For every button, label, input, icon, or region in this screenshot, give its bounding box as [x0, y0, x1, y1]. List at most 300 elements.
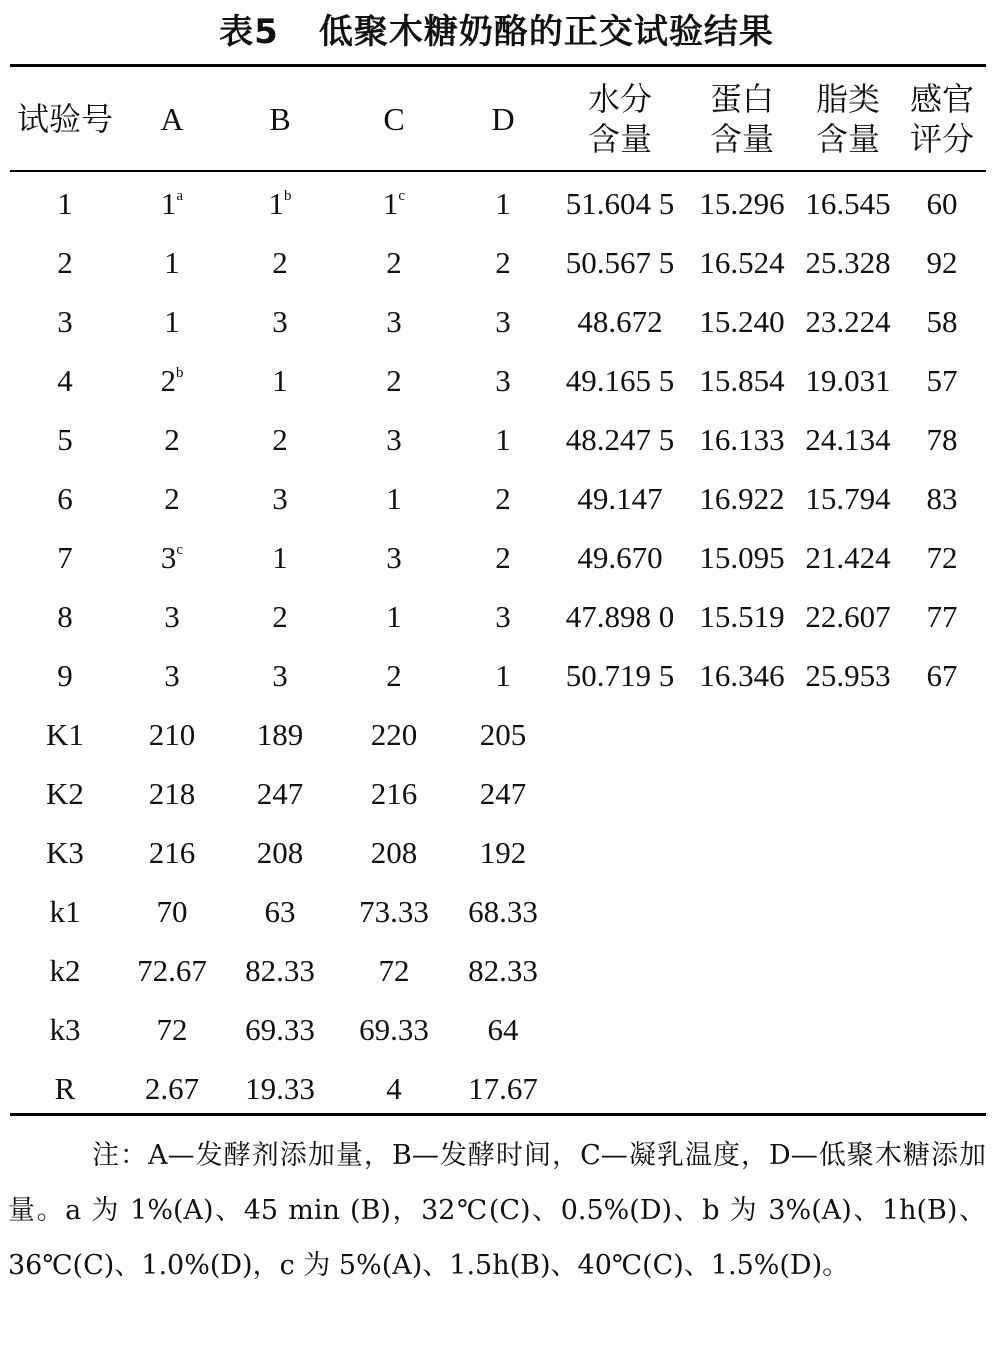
table-cell: [336, 528, 452, 587]
column-header: [554, 68, 686, 170]
cell-value: 69.33: [359, 1011, 429, 1047]
table-cell: [554, 823, 686, 882]
cell-value: 50.567 5: [565, 244, 675, 280]
table-cell: [554, 587, 686, 646]
table-cell: [554, 351, 686, 410]
cell-value: 1: [160, 185, 177, 221]
cell-value: 15.854: [699, 362, 785, 398]
table-cell: [224, 292, 336, 351]
column-header: [120, 68, 224, 170]
cell-value: K1: [46, 716, 84, 752]
table-cell: [452, 764, 554, 823]
cell-value: 48.672: [577, 303, 663, 339]
table-row: [10, 764, 986, 823]
cell-value: 72: [378, 952, 410, 988]
table-row: [10, 823, 986, 882]
table-cell: [224, 882, 336, 941]
table-cell: [686, 410, 798, 469]
cell-value: 83: [926, 480, 958, 516]
table-cell: [898, 469, 986, 528]
table-cell: [120, 1000, 224, 1059]
table-cell: [120, 941, 224, 1000]
cell-value: 189: [256, 716, 304, 752]
cell-value: 1: [495, 421, 511, 457]
cell-value: 57: [926, 362, 958, 398]
table-cell: [336, 1000, 452, 1059]
cell-value: 49.165 5: [565, 362, 675, 398]
cell-value: 51.604 5: [565, 185, 675, 221]
table-cell: [686, 170, 798, 233]
table-cell: [898, 233, 986, 292]
cell-value: 3: [164, 657, 180, 693]
table-cell: [336, 292, 452, 351]
table-cell: [336, 941, 452, 1000]
table-cell: [336, 823, 452, 882]
table-cell: [10, 941, 120, 1000]
table-row: [10, 882, 986, 941]
table-cell: [452, 646, 554, 705]
cell-value: 2: [495, 244, 511, 280]
table-cell: [554, 882, 686, 941]
table-cell: [120, 882, 224, 941]
cell-value: 1: [272, 362, 288, 398]
table-cell: [120, 764, 224, 823]
table-cell: [554, 705, 686, 764]
table-cell: [452, 587, 554, 646]
table-cell: [10, 705, 120, 764]
cell-value: 1: [386, 480, 402, 516]
table-cell: [452, 528, 554, 587]
cell-value: 77: [926, 598, 958, 634]
table-cell: [224, 410, 336, 469]
table-cell: [686, 882, 798, 941]
cell-value: 1: [164, 303, 180, 339]
header-line: 含量: [815, 121, 880, 157]
cell-value: 3: [164, 598, 180, 634]
table-cell: [898, 410, 986, 469]
table-cell: [798, 292, 898, 351]
cell-value: 3: [57, 303, 73, 339]
table-cell: [798, 764, 898, 823]
cell-value: 16.133: [699, 421, 785, 457]
table-cell: [798, 233, 898, 292]
table-cell: [452, 1059, 554, 1118]
cell-value: 3: [495, 598, 511, 634]
table-cell: [452, 233, 554, 292]
cell-value: 1: [495, 185, 511, 221]
table-cell: [554, 941, 686, 1000]
cell-value: 67: [926, 657, 958, 693]
table-cell: [686, 705, 798, 764]
table-cell: [224, 941, 336, 1000]
table-cell: [224, 351, 336, 410]
cell-value: 19.33: [245, 1070, 315, 1106]
table-cell: [898, 823, 986, 882]
table-cell: [554, 170, 686, 233]
cell-value: K3: [46, 834, 84, 870]
table-caption: 低聚木糖奶酪的正交试验结果: [318, 12, 774, 52]
cell-value: 220: [370, 716, 418, 752]
table-cell: [452, 351, 554, 410]
table-cell: [898, 705, 986, 764]
cell-value: 1: [272, 539, 288, 575]
cell-value: 3: [160, 539, 177, 575]
cell-value: 25.328: [805, 244, 891, 280]
cell-value: 49.670: [577, 539, 663, 575]
table-row: [10, 469, 986, 528]
column-header: [452, 68, 554, 170]
table-cell: [898, 170, 986, 233]
cell-value: K2: [46, 775, 84, 811]
table-cell: [798, 1000, 898, 1059]
cell-superscript: c: [398, 187, 406, 204]
table-cell: [120, 528, 224, 587]
table-cell: [120, 823, 224, 882]
cell-value: 58: [926, 303, 958, 339]
cell-value: 1: [382, 185, 399, 221]
cell-value: 210: [148, 716, 196, 752]
table-cell: [686, 528, 798, 587]
table-cell: [798, 646, 898, 705]
cell-value: 205: [479, 716, 527, 752]
table-cell: [336, 1059, 452, 1118]
cell-value: 2: [164, 421, 180, 457]
cell-value: 3: [272, 303, 288, 339]
cell-value: 82.33: [245, 952, 315, 988]
table-cell: [686, 1059, 798, 1118]
header-line: 试验号: [16, 101, 113, 137]
cell-superscript: b: [284, 187, 292, 204]
table-cell: [120, 705, 224, 764]
cell-value: 2: [386, 362, 402, 398]
table-row: [10, 292, 986, 351]
cell-value: 78: [926, 421, 958, 457]
cell-value: 69.33: [245, 1011, 315, 1047]
cell-value: k3: [49, 1011, 81, 1047]
table-cell: [686, 233, 798, 292]
table-cell: [224, 469, 336, 528]
cell-value: 64: [487, 1011, 519, 1047]
table-cell: [798, 587, 898, 646]
cell-value: 208: [370, 834, 418, 870]
cell-value: 92: [926, 244, 958, 280]
header-line: 含量: [587, 121, 652, 157]
cell-value: 2: [272, 244, 288, 280]
cell-value: 4: [57, 362, 73, 398]
table-cell: [452, 823, 554, 882]
table-cell: [554, 410, 686, 469]
table-cell: [120, 587, 224, 646]
table-cell: [224, 528, 336, 587]
table-cell: [554, 292, 686, 351]
table-row: [10, 646, 986, 705]
table-cell: [336, 764, 452, 823]
cell-value: 73.33: [359, 893, 429, 929]
table-cell: [10, 1059, 120, 1118]
column-header: [798, 68, 898, 170]
cell-value: 2: [386, 657, 402, 693]
column-header: [10, 68, 120, 170]
cell-value: 5: [57, 421, 73, 457]
table-cell: [686, 1000, 798, 1059]
table-title: [0, 4, 993, 53]
header-line: 脂类: [815, 81, 880, 117]
cell-value: 68.33: [468, 893, 538, 929]
table-cell: [686, 823, 798, 882]
cell-value: 2: [386, 244, 402, 280]
table-cell: [10, 587, 120, 646]
header-line: 含量: [709, 121, 774, 157]
table-cell: [10, 882, 120, 941]
cell-value: 208: [256, 834, 304, 870]
table-cell: [10, 292, 120, 351]
cell-value: R: [54, 1070, 76, 1106]
table-cell: [10, 764, 120, 823]
table-cell: [224, 823, 336, 882]
cell-value: 9: [57, 657, 73, 693]
table-row: [10, 170, 986, 233]
table-cell: [898, 764, 986, 823]
table-cell: [336, 705, 452, 764]
cell-value: 1: [386, 598, 402, 634]
header-line: 蛋白: [709, 81, 774, 117]
cell-value: 15.296: [699, 185, 785, 221]
table-cell: [798, 170, 898, 233]
table-cell: [336, 587, 452, 646]
cell-value: 3: [386, 421, 402, 457]
cell-value: 218: [148, 775, 196, 811]
table-cell: [10, 646, 120, 705]
table-cell: [798, 351, 898, 410]
table-cell: [224, 1000, 336, 1059]
cell-value: 3: [386, 303, 402, 339]
table-cell: [686, 764, 798, 823]
cell-value: 22.607: [805, 598, 891, 634]
table-cell: [798, 823, 898, 882]
header-line: 评分: [909, 121, 974, 157]
cell-superscript: b: [176, 364, 184, 381]
table-cell: [554, 528, 686, 587]
cell-superscript: c: [176, 541, 184, 558]
table-cell: [336, 410, 452, 469]
cell-value: 82.33: [468, 952, 538, 988]
table-cell: [452, 170, 554, 233]
table-cell: [10, 233, 120, 292]
cell-value: 1: [268, 185, 284, 221]
cell-value: 2: [160, 362, 176, 398]
cell-value: 247: [256, 775, 304, 811]
table-cell: [10, 469, 120, 528]
column-header: [224, 68, 336, 170]
cell-value: 1: [164, 244, 180, 280]
table-cell: [10, 528, 120, 587]
cell-value: 60: [926, 185, 958, 221]
table-cell: [336, 351, 452, 410]
cell-value: 72: [156, 1011, 188, 1047]
cell-value: 16.922: [699, 480, 785, 516]
table-cell: [336, 469, 452, 528]
cell-value: 247: [479, 775, 527, 811]
cell-value: 16.545: [805, 185, 891, 221]
cell-value: 1: [57, 185, 73, 221]
cell-value: 15.519: [699, 598, 785, 634]
table-cell: [10, 170, 120, 233]
cell-value: 3: [495, 303, 511, 339]
cell-value: 48.247 5: [565, 421, 675, 457]
header-line: 感官: [909, 81, 974, 117]
cell-value: 25.953: [805, 657, 891, 693]
table-cell: [798, 882, 898, 941]
table-cell: [120, 469, 224, 528]
table-cell: [686, 646, 798, 705]
table-cell: [554, 1059, 686, 1118]
cell-value: 2: [272, 421, 288, 457]
results-table: [10, 68, 986, 1118]
cell-value: k2: [49, 952, 81, 988]
cell-value: 15.095: [699, 539, 785, 575]
table-cell: [224, 764, 336, 823]
table-cell: [452, 882, 554, 941]
cell-value: 50.719 5: [565, 657, 675, 693]
column-header: [336, 68, 452, 170]
cell-value: 15.794: [805, 480, 891, 516]
cell-value: 72: [926, 539, 958, 575]
cell-value: 3: [272, 657, 288, 693]
table-cell: [120, 646, 224, 705]
cell-value: 63: [264, 893, 296, 929]
table-cell: [224, 646, 336, 705]
table-cell: [336, 882, 452, 941]
table-cell: [898, 528, 986, 587]
table-cell: [898, 646, 986, 705]
cell-value: 2: [272, 598, 288, 634]
table-cell: [452, 410, 554, 469]
cell-value: 3: [272, 480, 288, 516]
table-cell: [898, 292, 986, 351]
table-body: [10, 170, 986, 1118]
column-header: [898, 68, 986, 170]
table-cell: [224, 233, 336, 292]
header-line: B: [269, 101, 291, 137]
header-line: A: [160, 101, 184, 137]
cell-value: 3: [386, 539, 402, 575]
table-row: [10, 410, 986, 469]
table-cell: [898, 882, 986, 941]
cell-value: 216: [148, 834, 196, 870]
table-row: [10, 705, 986, 764]
header-line: 水分: [587, 81, 652, 117]
table-cell: [798, 410, 898, 469]
table-cell: [336, 233, 452, 292]
table-cell: [10, 410, 120, 469]
table-cell: [686, 587, 798, 646]
table-cell: [224, 705, 336, 764]
header-line: C: [383, 101, 405, 137]
table-cell: [554, 233, 686, 292]
table-cell: [554, 646, 686, 705]
cell-value: 2: [57, 244, 73, 280]
cell-value: 4: [386, 1070, 402, 1106]
table-cell: [224, 170, 336, 233]
cell-value: 21.424: [805, 539, 891, 575]
cell-value: 8: [57, 598, 73, 634]
cell-value: 2: [495, 480, 511, 516]
table-cell: [898, 1059, 986, 1118]
cell-value: 16.524: [699, 244, 785, 280]
table-cell: [120, 351, 224, 410]
table-cell: [224, 1059, 336, 1118]
cell-value: 16.346: [699, 657, 785, 693]
table-cell: [686, 941, 798, 1000]
table-note: 注：A—发酵剂添加量，B—发酵时间，C—凝乳温度，D—低聚木糖添加量。a 为 1%(A)、45 min (B)，32℃(C)、0.5%(D)、b 为 3%(A)、1h(B)、36℃(C)、1.0%(D)，c 为 5%(A)、1.5h(B)、40℃(C)、1.5%(D)。: [8, 1140, 986, 1281]
cell-value: 49.147: [577, 480, 663, 516]
cell-value: 216: [370, 775, 418, 811]
cell-superscript: a: [176, 187, 184, 204]
table-cell: [10, 823, 120, 882]
table-row: [10, 351, 986, 410]
table-cell: [452, 1000, 554, 1059]
table-cell: [686, 292, 798, 351]
table-cell: [554, 1000, 686, 1059]
table-cell: [798, 705, 898, 764]
cell-value: 47.898 0: [565, 598, 675, 634]
cell-value: 15.240: [699, 303, 785, 339]
table-cell: [898, 351, 986, 410]
cell-value: 2: [164, 480, 180, 516]
table-cell: [120, 292, 224, 351]
table-cell: [686, 351, 798, 410]
cell-value: 192: [479, 834, 527, 870]
cell-value: 24.134: [805, 421, 891, 457]
table-cell: [798, 469, 898, 528]
table-cell: [120, 170, 224, 233]
table-cell: [898, 941, 986, 1000]
table-cell: [120, 233, 224, 292]
table-cell: [554, 469, 686, 528]
cell-value: 2.67: [144, 1070, 200, 1106]
column-header: [686, 68, 798, 170]
cell-value: 1: [495, 657, 511, 693]
cell-value: 7: [57, 539, 73, 575]
cell-value: k1: [49, 893, 81, 929]
cell-value: 3: [495, 362, 511, 398]
table-cell: [120, 410, 224, 469]
cell-value: 2: [495, 539, 511, 575]
table-cell: [10, 351, 120, 410]
table-row: [10, 233, 986, 292]
table-cell: [224, 587, 336, 646]
table-row: [10, 941, 986, 1000]
table-row: [10, 587, 986, 646]
header-line: D: [491, 101, 515, 137]
table-cell: [10, 1000, 120, 1059]
table-row: [10, 528, 986, 587]
table-cell: [452, 469, 554, 528]
cell-value: 17.67: [468, 1070, 538, 1106]
table-cell: [798, 1059, 898, 1118]
table-cell: [452, 941, 554, 1000]
table-cell: [554, 764, 686, 823]
cell-value: 70: [156, 893, 188, 929]
table-cell: [686, 469, 798, 528]
table-cell: [898, 587, 986, 646]
table-cell: [452, 705, 554, 764]
table-number: 表5: [219, 12, 279, 52]
header-row: [10, 68, 986, 170]
cell-value: 6: [57, 480, 73, 516]
table-row: [10, 1000, 986, 1059]
table-cell: [452, 292, 554, 351]
